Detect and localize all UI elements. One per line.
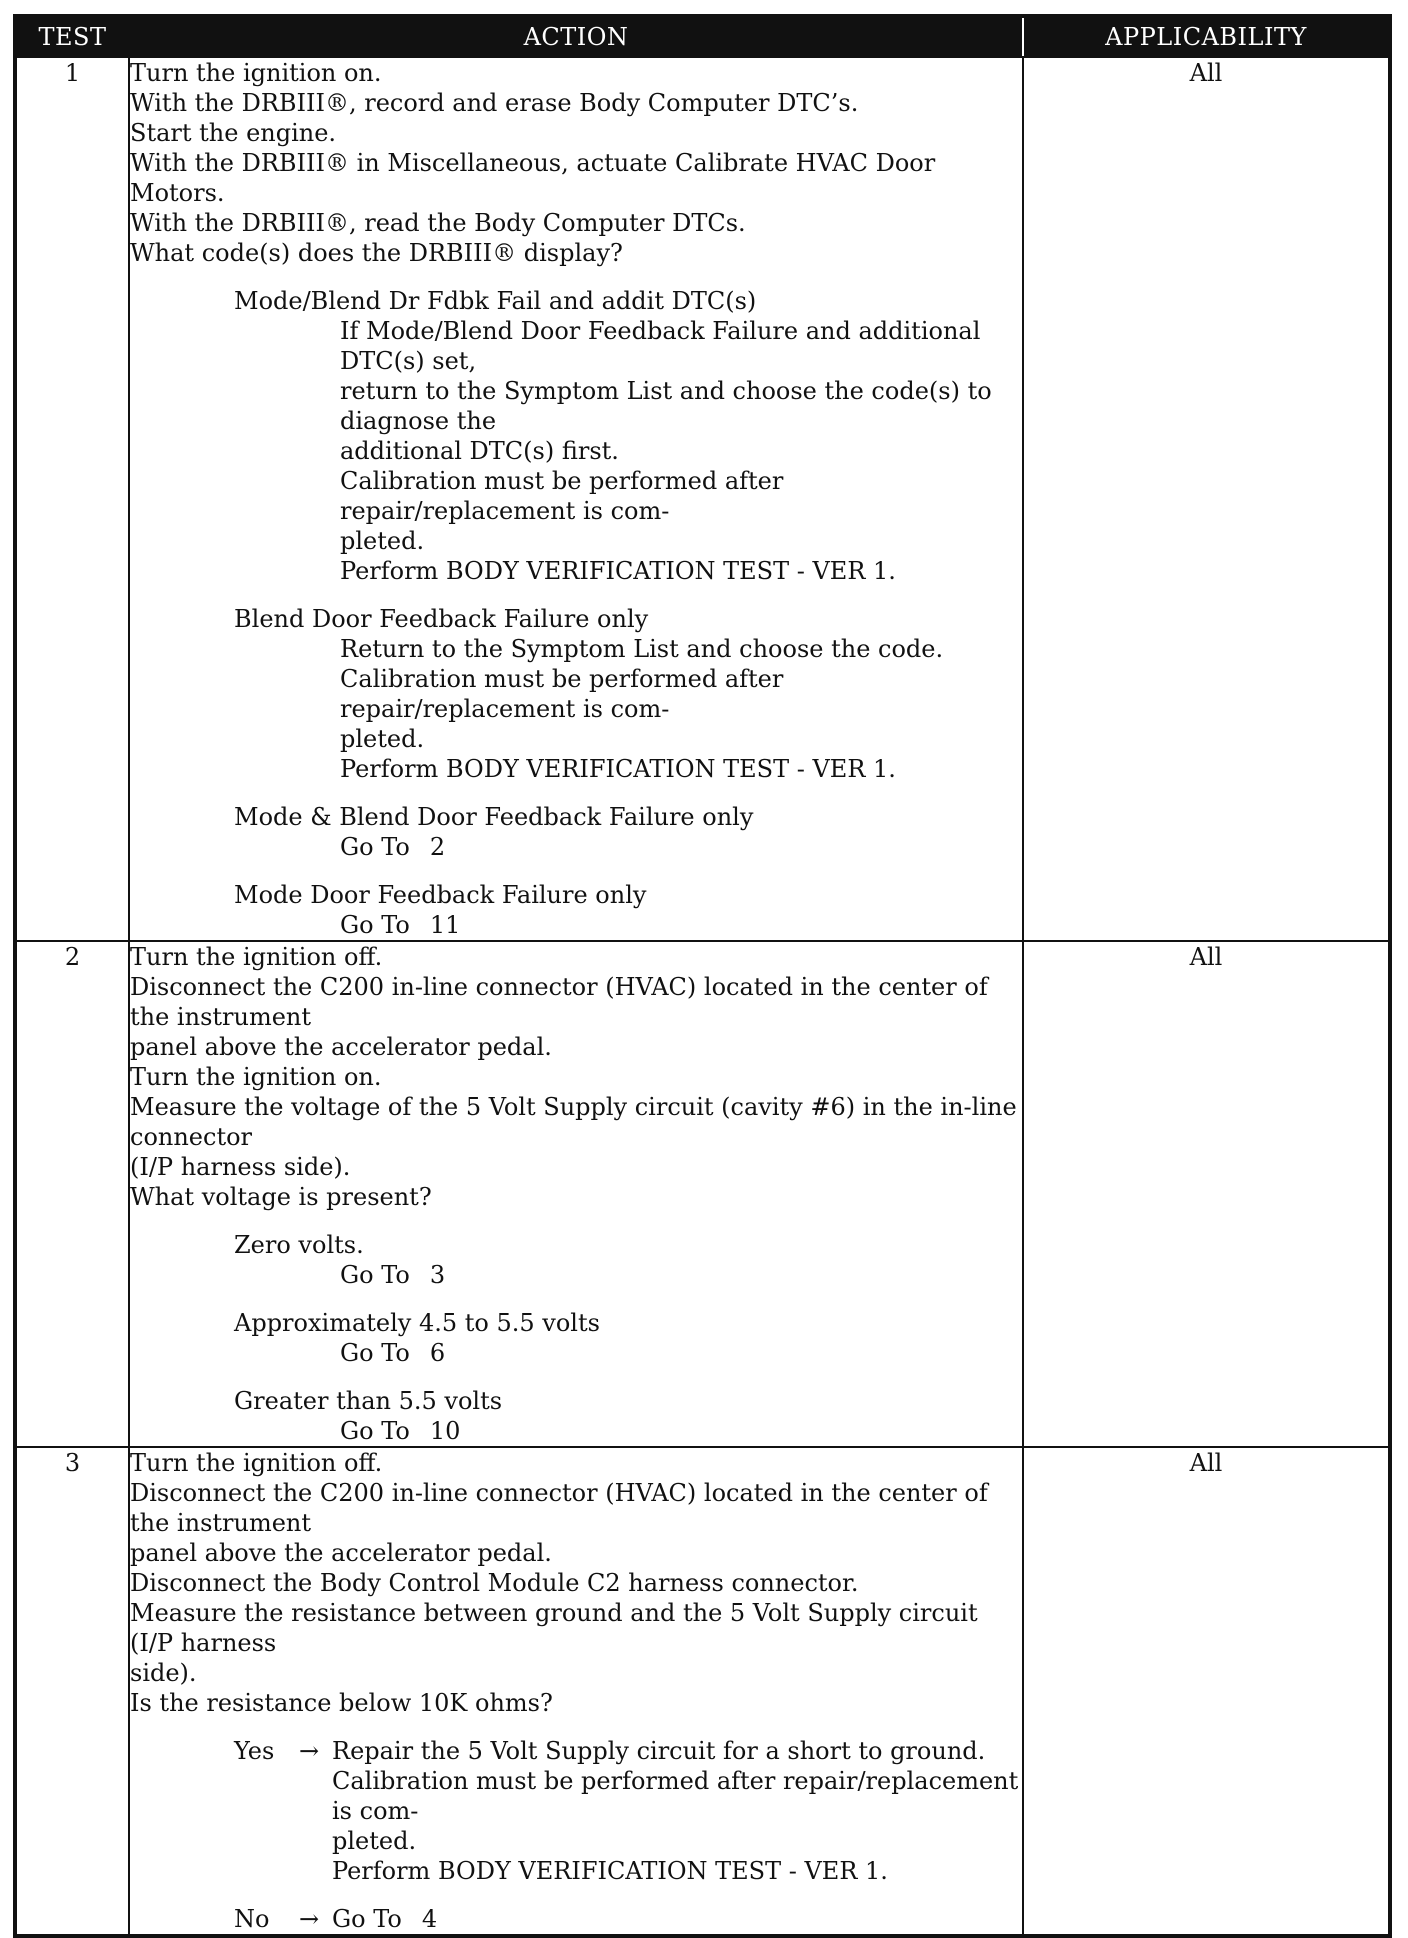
arrow-right-icon: →: [298, 1905, 320, 1933]
result-line: pleted.: [340, 725, 425, 753]
goto-text: Go To: [340, 1339, 410, 1367]
step-line: Disconnect the Body Control Module C2 harness connector.: [130, 1569, 859, 1597]
action-cell: [129, 941, 1023, 1447]
option-label: Mode Door Feedback Failure only: [234, 881, 647, 909]
step-line: panel above the accelerator pedal.: [130, 1539, 552, 1567]
step-line: Measure the resistance between ground and the 5 Volt Supply circuit (I/P harness: [130, 1599, 978, 1657]
no-branch: [234, 1904, 1022, 1934]
step-line: (I/P harness side).: [130, 1153, 351, 1181]
option-result: [234, 316, 1022, 586]
answer-option: [234, 286, 1022, 586]
test-row-2: [15, 941, 1390, 1447]
action-cell: [129, 57, 1023, 941]
option-label: Greater than 5.5 volts: [234, 1387, 503, 1415]
result-line: additional DTC(s) first.: [340, 437, 619, 465]
applicability-cell: All: [1023, 941, 1390, 1447]
test-row-3: [15, 1447, 1390, 1936]
step-line: What code(s) does the DRBIII® display?: [130, 239, 623, 267]
test-row-1: [15, 57, 1390, 941]
goto-text: Go To: [340, 911, 410, 939]
option-result: [234, 832, 1022, 862]
test-number: 1: [15, 57, 129, 941]
option-result: [234, 1338, 1022, 1368]
step-line: Turn the ignition on.: [130, 59, 382, 87]
result-line: pleted.: [340, 527, 425, 555]
answer-option: [234, 604, 1022, 784]
test-number: 3: [15, 1447, 129, 1936]
result-line: Calibration must be performed after repair/replacement is com-: [340, 665, 784, 723]
step-line: With the DRBIII® in Miscellaneous, actuate Calibrate HVAC Door Motors.: [130, 149, 936, 207]
goto-test-link[interactable]: 4: [421, 1905, 438, 1933]
step-line: Start the engine.: [130, 119, 337, 147]
answer-option: [234, 880, 1022, 940]
result-line: Perform BODY VERIFICATION TEST - VER 1.: [340, 755, 896, 783]
answer-options: [130, 286, 1022, 940]
goto-test-link[interactable]: 6: [429, 1339, 446, 1367]
step-line: panel above the accelerator pedal.: [130, 1033, 552, 1061]
diagnostic-table: [13, 14, 1392, 1938]
diagnostic-procedure-sheet: [13, 14, 1388, 1933]
step-line: With the DRBIII®, record and erase Body Computer DTC’s.: [130, 89, 859, 117]
goto-test-link[interactable]: 11: [429, 911, 461, 939]
no-label: No: [234, 1905, 270, 1933]
option-result: [234, 1260, 1022, 1290]
option-result: [234, 634, 1022, 784]
header-row: [15, 16, 1390, 57]
answer-options: [130, 1230, 1022, 1446]
goto-text: Go To: [332, 1905, 402, 1933]
yes-branch: [234, 1736, 1022, 1886]
header-applicability: APPLICABILITY: [1023, 16, 1390, 57]
step-line: Turn the ignition on.: [130, 1063, 382, 1091]
result-line: Perform BODY VERIFICATION TEST - VER 1.: [332, 1857, 888, 1885]
option-result: [234, 1416, 1022, 1446]
header-action: ACTION: [129, 16, 1023, 57]
test-number: 2: [15, 941, 129, 1447]
goto-test-link[interactable]: 2: [429, 833, 446, 861]
result-line: Calibration must be performed after repair/replacement is com-: [340, 467, 784, 525]
step-line: Turn the ignition off.: [130, 1449, 383, 1477]
result-line: Calibration must be performed after repair/replacement is com-: [332, 1767, 1019, 1825]
yes-label: Yes: [234, 1737, 275, 1765]
answer-options: [130, 1736, 1022, 1934]
answer-option: [234, 802, 1022, 862]
no-result: [332, 1904, 1022, 1934]
option-label: Approximately 4.5 to 5.5 volts: [234, 1309, 600, 1337]
step-line: Disconnect the C200 in-line connector (HVAC) located in the center of the instrument: [130, 973, 988, 1031]
action-cell: [129, 1447, 1023, 1936]
answer-option: [234, 1308, 1022, 1368]
answer-option: [234, 1386, 1022, 1446]
applicability-cell: All: [1023, 1447, 1390, 1936]
result-line: Return to the Symptom List and choose the code.: [340, 635, 944, 663]
step-line: side).: [130, 1659, 197, 1687]
option-label: Blend Door Feedback Failure only: [234, 605, 649, 633]
result-line: return to the Symptom List and choose the code(s) to diagnose the: [340, 377, 992, 435]
step-line: Disconnect the C200 in-line connector (HVAC) located in the center of the instrument: [130, 1479, 988, 1537]
goto-text: Go To: [340, 1261, 410, 1289]
header-test: TEST: [15, 16, 129, 57]
step-line: What voltage is present?: [130, 1183, 432, 1211]
result-line: pleted.: [332, 1827, 417, 1855]
step-line: Turn the ignition off.: [130, 943, 383, 971]
answer-option: [234, 1230, 1022, 1290]
applicability-cell: All: [1023, 57, 1390, 941]
option-result: [234, 910, 1022, 940]
option-label: Zero volts.: [234, 1231, 364, 1259]
result-line: Repair the 5 Volt Supply circuit for a short to ground.: [332, 1737, 986, 1765]
goto-test-link[interactable]: 10: [429, 1417, 461, 1445]
result-line: If Mode/Blend Door Feedback Failure and additional DTC(s) set,: [340, 317, 981, 375]
yes-result: [332, 1736, 1022, 1886]
goto-text: Go To: [340, 1417, 410, 1445]
option-label: Mode & Blend Door Feedback Failure only: [234, 803, 754, 831]
goto-text: Go To: [340, 833, 410, 861]
step-line: Measure the voltage of the 5 Volt Supply circuit (cavity #6) in the in-line connector: [130, 1093, 1017, 1151]
goto-test-link[interactable]: 3: [429, 1261, 446, 1289]
step-line: Is the resistance below 10K ohms?: [130, 1689, 553, 1717]
step-line: With the DRBIII®, read the Body Computer DTCs.: [130, 209, 746, 237]
result-line: Perform BODY VERIFICATION TEST - VER 1.: [340, 557, 896, 585]
arrow-right-icon: →: [298, 1737, 320, 1765]
option-label: Mode/Blend Dr Fdbk Fail and addit DTC(s): [234, 287, 757, 315]
